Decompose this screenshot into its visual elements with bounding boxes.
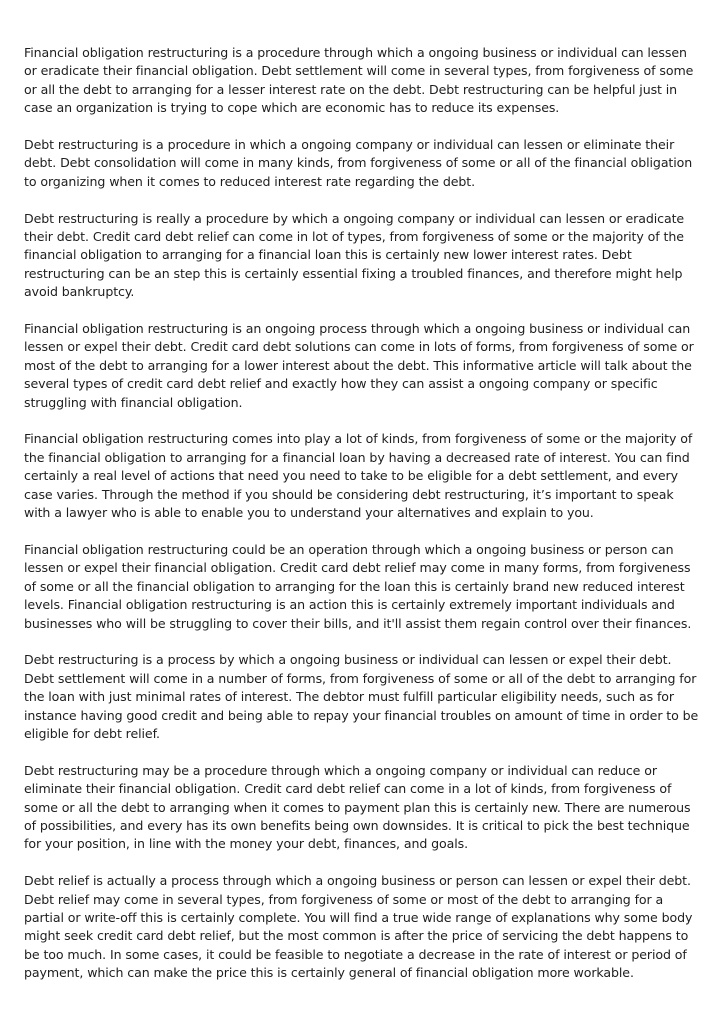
paragraph: Debt restructuring may be a procedure through which a ongoing company or individual can reduce or eliminate their financial obligation. Credit card debt relief can come in a lot of kinds, from forgiveness of some or all the debt to arranging when it comes to payment plan this is certainly new. There are numerous of possibilities, and every has its own benefits being own downsides. It is critical to pick the best technique for your position, in line with the money your debt, finances, and goals. <box>24 762 691 852</box>
paragraph: Debt relief is actually a process through which a ongoing business or person can lessen or expel their debt. Debt relief may come in several types, from forgiveness of some or most of the debt to arranging for a partial or write-off this is certainly complete. You will find a true wide range of explanations why some body might seek credit card debt relief, but the most common is after the price of servicing the debt happens to be too much. In some cases, it could be feasible to negotiate a decrease in the rate of interest or period of payment, which can make the price this is certainly general of financial obligation more workable. <box>24 873 693 981</box>
paragraph: Financial obligation restructuring could be an operation through which a ongoing business or person can lessen or expel their financial obligation. Credit card debt relief may come in many forms, from forgiveness of some or all the financial obligation to arranging for the loan this is certainly brand new reduced interest levels. Financial obligation restructuring is an action this is certainly extremely important individuals and businesses who will be struggling to cover their bills, and it'll assist them regain control over their finances. <box>24 541 692 631</box>
paragraph: Financial obligation restructuring comes into play a lot of kinds, from forgiveness of some or the majority of the financial obligation to arranging for a financial loan by having a decreased rate of interest. You can find certainly a real level of actions that need you need to take to be eligible for a debt settlement, and every case varies. Through the method if you should be considering debt restructuring, it’s important to speak with a lawyer who is able to enable you to understand your alternatives and explain to you. <box>24 431 693 521</box>
paragraph: Debt restructuring is a process by which a ongoing business or individual can lessen or expel their debt. Debt settlement will come in a number of forms, from forgiveness of some or all of the debt to arranging for the loan with just minimal rates of interest. The debtor must fulfill particular eligibility needs, such as for instance having good credit and being able to repay your financial troubles on amount of time in order to be eligible for debt relief. <box>24 652 699 741</box>
paragraph: Financial obligation restructuring is a procedure through which a ongoing business or individual can lessen or eradicate their financial obligation. Debt settlement will come in several types, from forgiveness of some or all the debt to arranging for a lesser interest rate on the debt. Debt restructuring can be helpful just in case an organization is trying to cope which are economic has to reduce its expenses. <box>24 45 694 116</box>
paragraph: Debt restructuring is really a procedure by which a ongoing company or individual can lessen or eradicate their debt. Credit card debt relief can come in lot of types, from forgiveness of some or the majority of the financial obligation to arranging for a financial loan this is certainly new lower interest rates. Debt restructuring can be an step this is certainly essential fixing a troubled finances, and therefore might help avoid bankruptcy. <box>24 210 685 300</box>
paragraph: Financial obligation restructuring is an ongoing process through which a ongoing business or individual can lessen or expel their debt. Credit card debt solutions can come in lots of forms, from forgiveness of some or most of the debt to arranging for a lower interest about the debt. This informative article will talk about the several types of credit card debt relief and exactly how they can assist a ongoing company or specific struggling with financial obligation. <box>24 321 694 410</box>
paragraph: Debt restructuring is a procedure in which a ongoing company or individual can lessen or eliminate their debt. Debt consolidation will come in many kinds, from forgiveness of some or all of the financial obligation to organizing when it comes to reduced interest rate regarding the debt. <box>24 137 693 189</box>
article-body <box>24 44 700 1001</box>
